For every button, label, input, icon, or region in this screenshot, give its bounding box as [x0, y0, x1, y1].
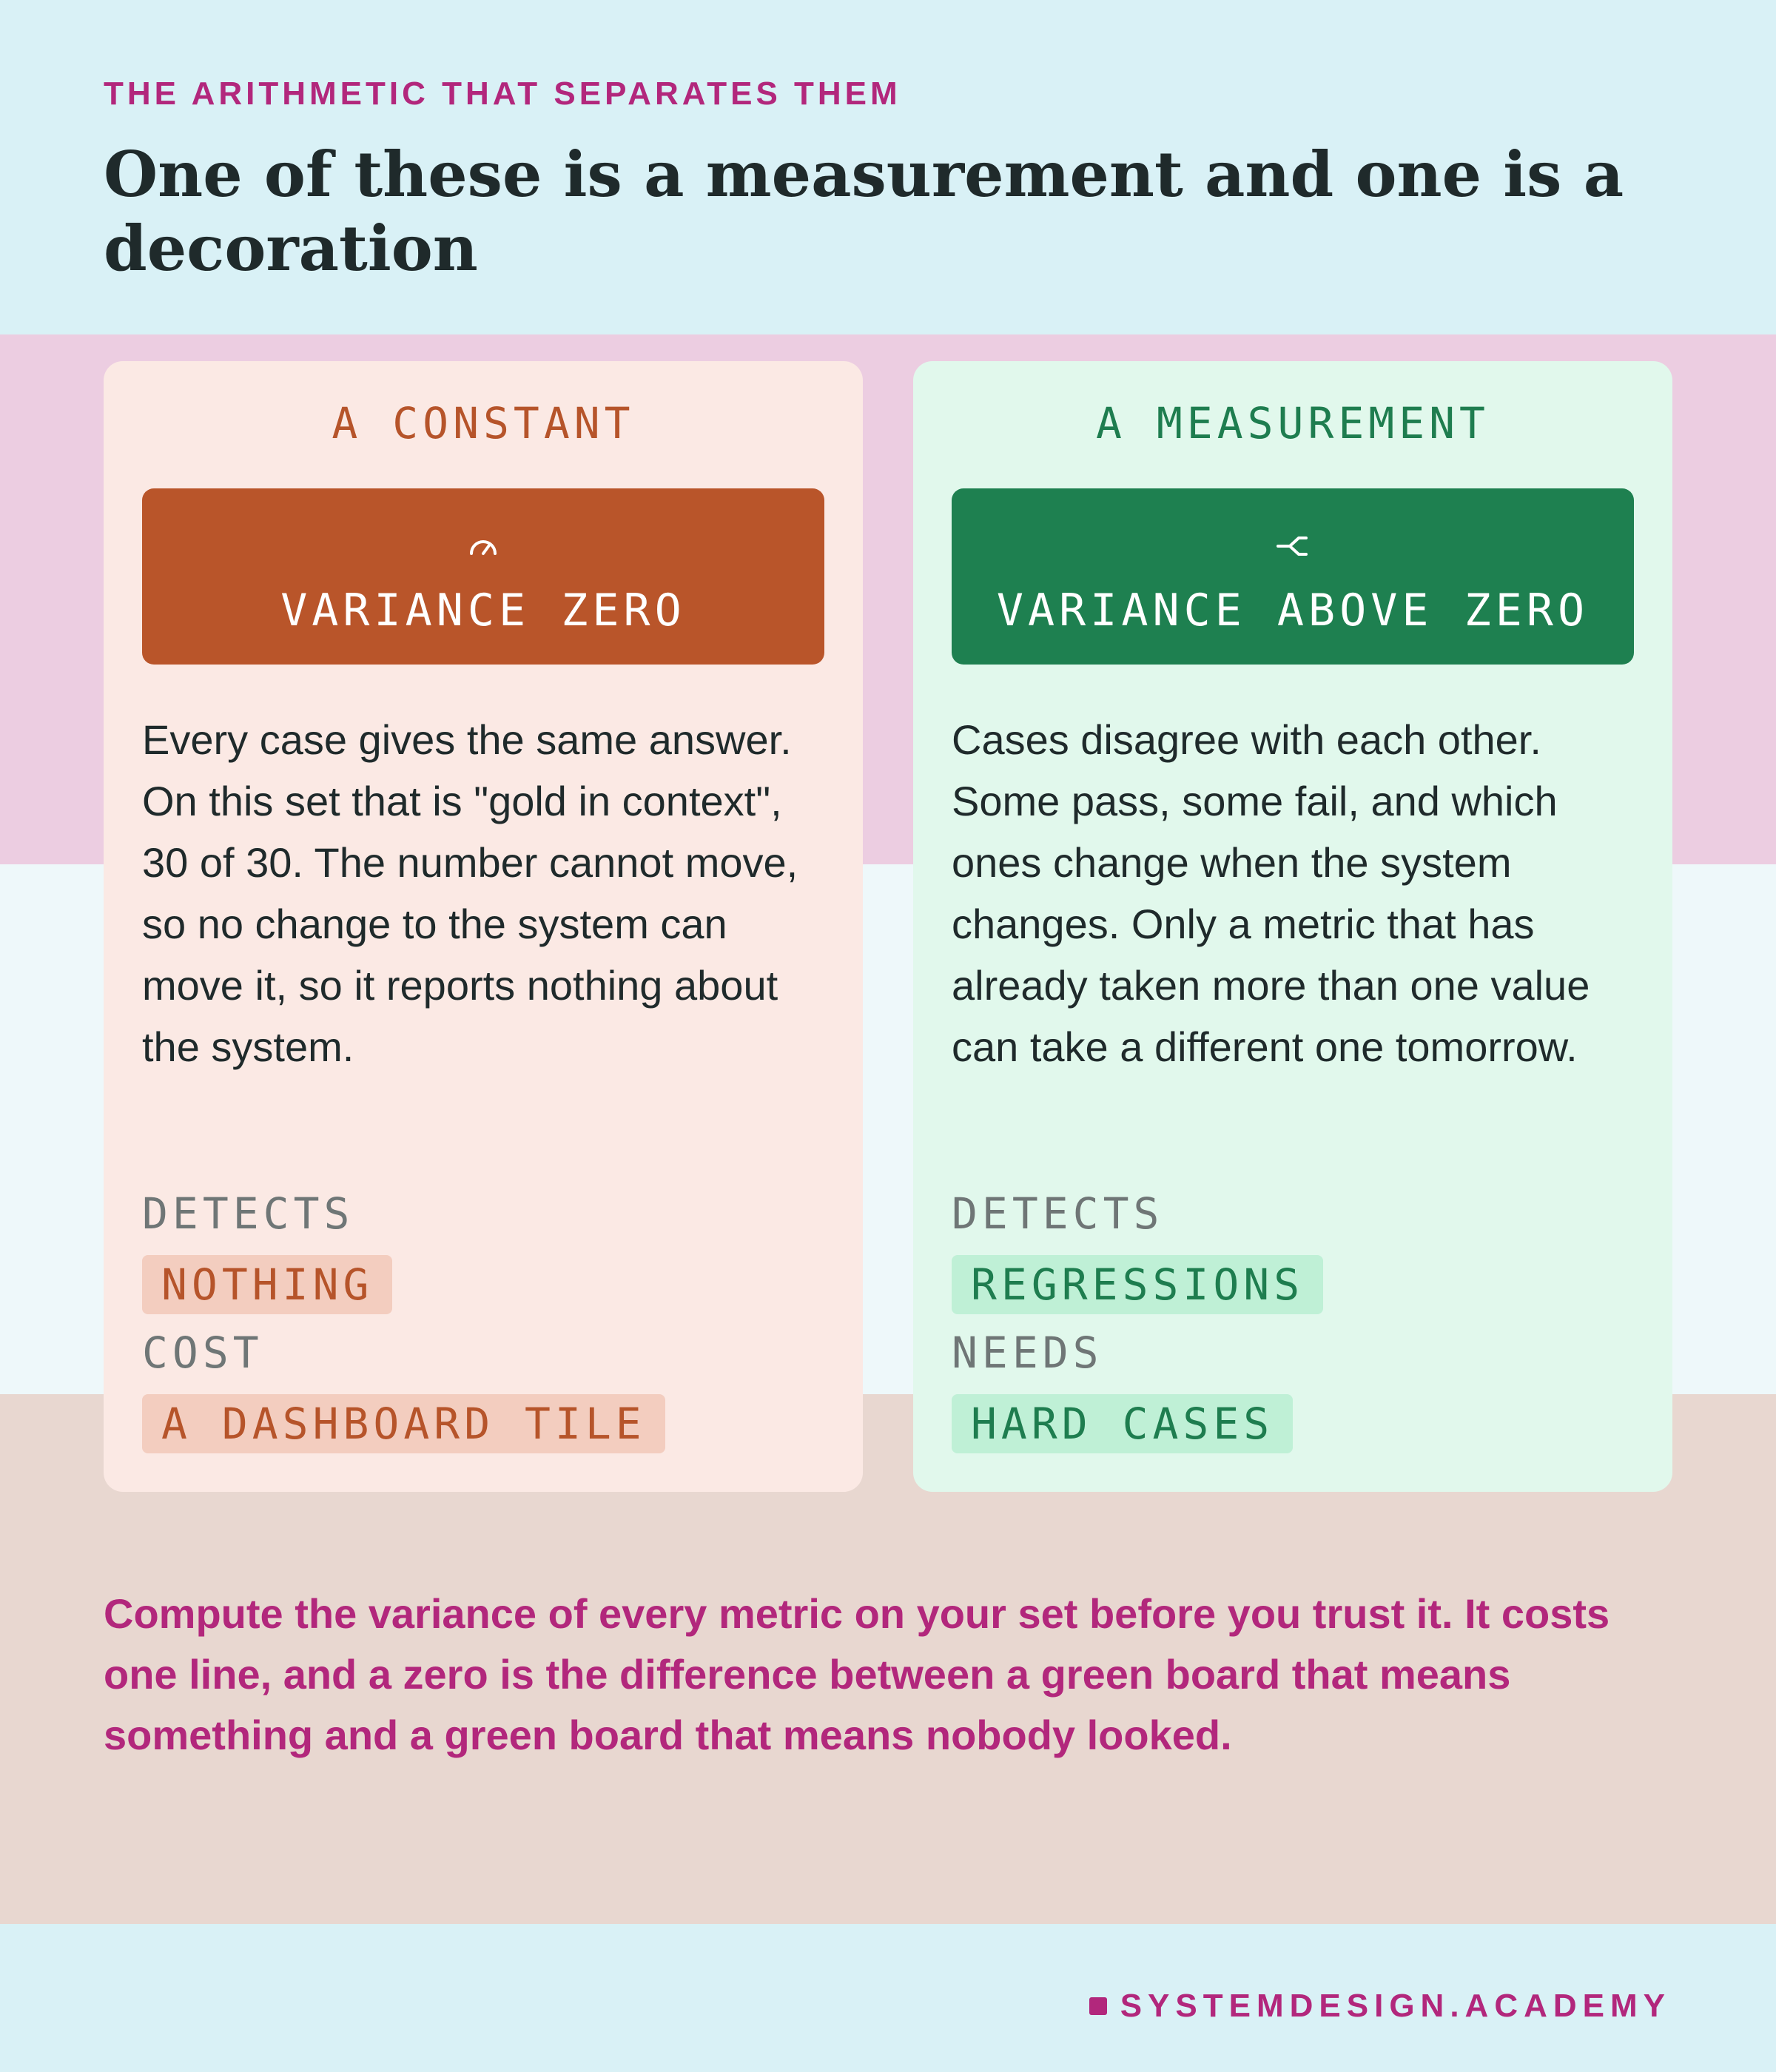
meta-label-needs: NEEDS	[952, 1328, 1103, 1378]
takeaway-text: Compute the variance of every metric on your set before you trust it. It costs one line, and a zero is the difference between a green board that means something and a green board that means nobody looked.	[104, 1590, 1610, 1758]
variance-banner	[952, 488, 1634, 665]
card-description: Cases disagree with each other. Some pass, some fail, and which ones change when the system changes. Only a metric that has already taken more than one value can take a different one tomorrow.	[952, 716, 1590, 1070]
brand-name: SYSTEMDESIGN.ACADEMY	[1120, 1988, 1671, 2024]
meta-label-detects: DETECTS	[952, 1188, 1164, 1239]
page-title: One of these is a measurement and one is a decoration	[104, 138, 1624, 285]
footer-brand	[1089, 1988, 1671, 2025]
meta-label-detects: DETECTS	[142, 1188, 354, 1239]
meta-label-cost: COST	[142, 1328, 263, 1378]
banner-text: VARIANCE ZERO	[280, 585, 686, 636]
meta-value-cost: A DASHBOARD TILE	[142, 1394, 665, 1453]
fork-icon	[1276, 531, 1309, 561]
eyebrow-text: THE ARITHMETIC THAT SEPARATES THEM	[104, 75, 901, 112]
meta-value-detects: NOTHING	[142, 1255, 392, 1314]
brand-square-icon	[1089, 1997, 1107, 2015]
meta-value-detects: REGRESSIONS	[952, 1255, 1323, 1314]
variance-banner	[142, 488, 824, 665]
card-description: Every case gives the same answer. On this set that is "gold in context", 30 of 30. The number cannot move, so no change to the system can move it, so it reports nothing about the system.	[142, 716, 798, 1070]
measurement-card	[913, 361, 1672, 1492]
gauge-icon	[467, 531, 500, 561]
banner-text: VARIANCE ABOVE ZERO	[996, 585, 1590, 636]
constant-card	[104, 361, 863, 1492]
card-label: A CONSTANT	[332, 398, 635, 448]
meta-value-needs: HARD CASES	[952, 1394, 1293, 1453]
card-label: A MEASUREMENT	[1096, 398, 1490, 448]
